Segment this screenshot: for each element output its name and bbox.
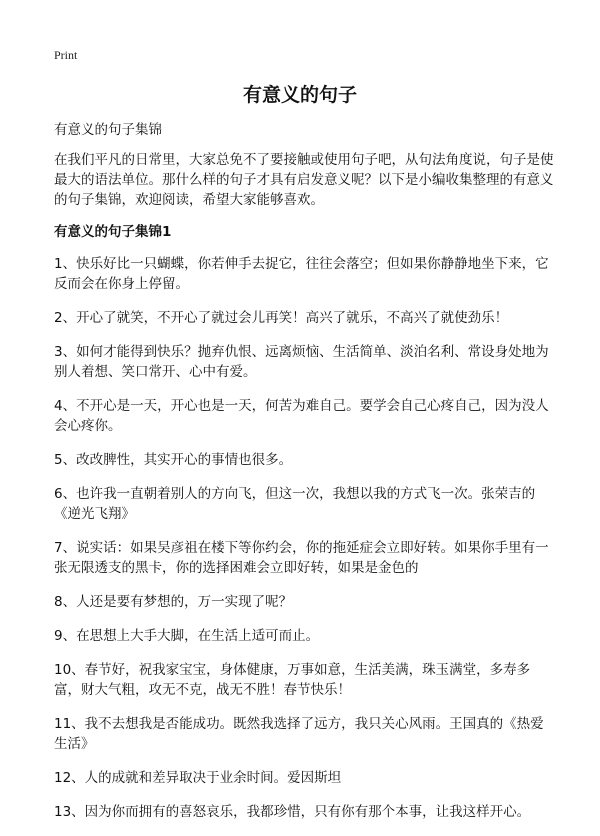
section-heading: 有意义的句子集锦1 (54, 224, 172, 240)
list-item: 9、在思想上大手大脚，在生活上适可而止。 (54, 628, 320, 644)
document-body (54, 120, 554, 836)
print-label[interactable]: Print (54, 48, 78, 62)
list-item: 13、因为你而拥有的喜怒哀乐，我都珍惜，只有你有那个本事，让我这样开心。 (54, 804, 531, 820)
intro-paragraph: 在我们平凡的日常里，大家总免不了要接触或使用句子吧，从句法角度说，句子是使最大的语法单位。那什么样的句子才具有启发意义呢？以下是小编收集整理的有意义的句子集锦，欢迎阅读，希望大家能够喜欢。 (54, 152, 554, 208)
list-item: 1、快乐好比一只蝴蝶，你若伸手去捉它，往往会落空；但如果你静静地坐下来，它反而会在你身上停留。 (54, 256, 549, 292)
list-item: 7、说实话：如果吴彦祖在楼下等你约会，你的拖延症会立即好转。如果你手里有一张无限透支的黑卡，你的选择困难会立即好转，如果是金色的 (54, 540, 549, 576)
list-item: 4、不开心是一天，开心也是一天，何苦为难自己。要学会自己心疼自己，因为没人会心疼你。 (54, 398, 549, 434)
list-item: 3、如何才能得到快乐？抛弃仇恨、远离烦恼、生活简单、淡泊名利、常设身处地为别人着想、笑口常开、心中有爱。 (54, 344, 549, 380)
list-item: 5、改改脾性，其实开心的事情也很多。 (54, 452, 293, 468)
page-title: 有意义的句子 (242, 84, 357, 106)
list-item: 6、也许我一直朝着别人的方向飞，但这一次，我想以我的方式飞一次。张荣吉的《逆光飞翔》 (54, 486, 536, 522)
list-item: 12、人的成就和差异取决于业余时间。爱因斯坦 (54, 770, 342, 786)
document-subtitle: 有意义的句子集锦 (54, 122, 162, 138)
list-item: 8、人还是要有梦想的，万一实现了呢？ (54, 594, 293, 610)
list-item: 10、春节好，祝我家宝宝，身体健康，万事如意，生活美满，珠玉满堂，多寿多富，财大气粗，攻无不克，战无不胜！春节快乐！ (54, 662, 531, 698)
list-item: 11、我不去想我是否能成功。既然我选择了远方，我只关心风雨。王国真的《热爱生活》 (54, 716, 544, 752)
list-item: 2、开心了就笑，不开心了就过会儿再笑！高兴了就乐，不高兴了就使劲乐！ (54, 310, 509, 326)
